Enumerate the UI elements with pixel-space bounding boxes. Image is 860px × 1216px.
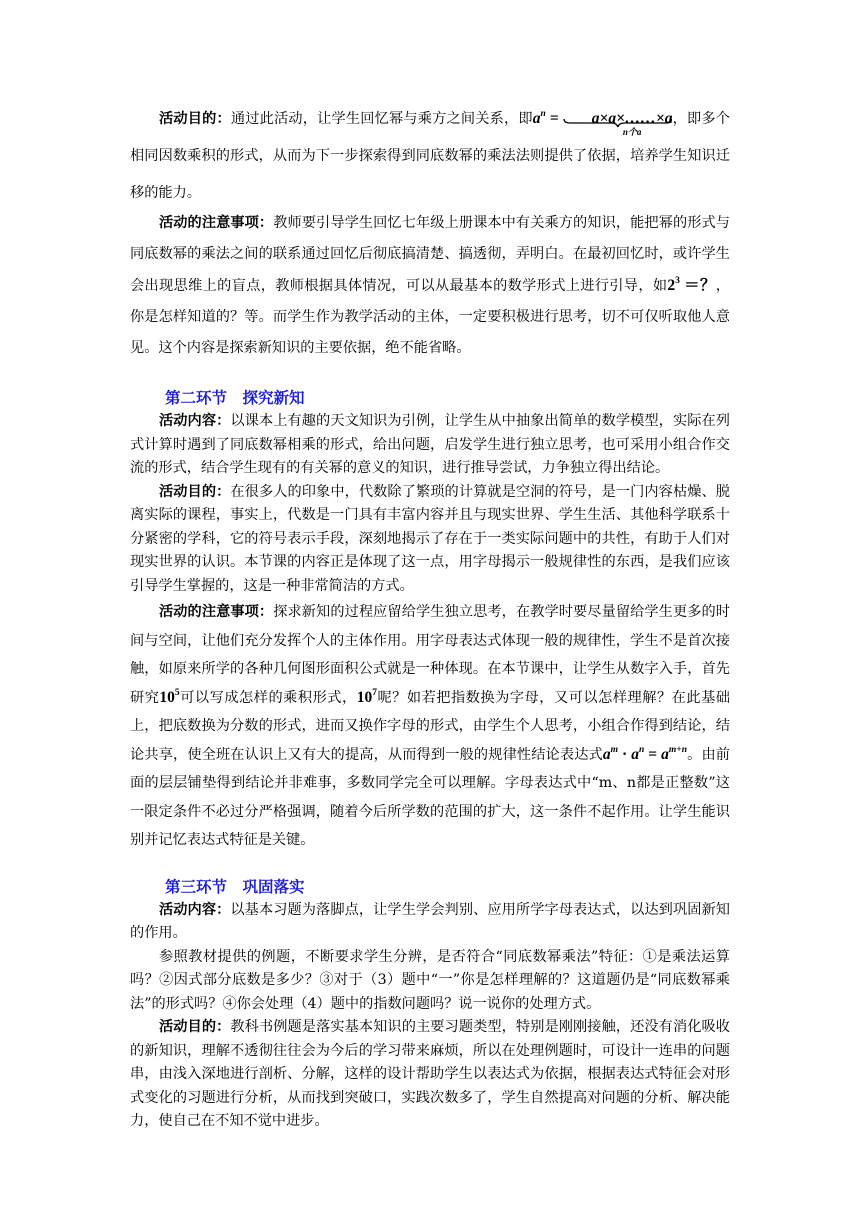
document-page (130, 100, 730, 1134)
paragraph-activity-goal-2 (130, 481, 730, 599)
underbrace-label: n个a (622, 127, 642, 137)
text: ，即多个相同因数乘积的形式，从而为下一步探索得到同底数幂的乘法法则提供了依据，培养学生知识迁移的能力。 (130, 111, 730, 201)
text: 教师要引导学生回忆七年级上册课本中有关乘方的知识，能把幂的形式与同底数幂的乘法之间的联系通过回忆后彻底搞清楚、搞透彻，弄明白。在最初回忆时，或许学生会出现思维上的盲点，教师根据具体情况，可以从最基本的数学形式上进行引导，如 (130, 215, 730, 294)
text: 以基本习题为落脚点，让学生学会判别、应用所学字母表达式，以达到巩固新知的作用。 (130, 901, 730, 941)
math-two-cubed (667, 277, 715, 294)
text: 以课本上有趣的天文知识为引例，让学生从中抽象出简单的数学模型，实际在列式计算时遇到了同底数幂相乘的形式，给出问题，启发学生进行独立思考，也可采用小组合作交流的形式，结合学生现有的有关幂的意义的知识，进行推导尝试，力争独立得出结论。 (130, 413, 730, 476)
text: 。由前面的层层铺垫得到结论并非难事，多数同学完全可以理解。字母表达式中“m、n都是正整数”这一限定条件不必过分严格强调，随着今后所学数的范围的扩大，这一条件不起作用。让学生能识别并记忆表达式特征是关键。 (130, 746, 730, 848)
paragraph-activity-goal-3 (130, 1016, 730, 1134)
paragraph-reference-examples (130, 946, 730, 1017)
math-rest: ＝？ (679, 277, 716, 294)
paragraph-activity-goal-1 (130, 100, 730, 212)
label-activity-notes: 活动的注意事项： (159, 215, 274, 231)
formula-dot: · (618, 745, 632, 763)
formula-exponent: n (638, 744, 645, 755)
formula-base: a (532, 110, 541, 127)
formula-product: a×a×……×a (591, 110, 673, 127)
label-activity-notes: 活动的注意事项： (159, 604, 274, 620)
math-ten-seventh (357, 689, 377, 706)
text: 在很多人的印象中，代数除了繁琐的计算就是空洞的符号，是一门内容枯燥、脱离实际的课程，事实上，代数是一门具有丰富内容并且与现实世界、学生生活、其他科学联系十分紧密的学科，它的符号表示手段，深刻地揭示了存在于一类实际问题中的共性，有助于人们对现实世界的认识。本节课的内容正是体现了这一点，用字母揭示一般规律性的东西，是我们应该引导学生掌握的，这是一种非常简洁的方式。 (130, 483, 730, 594)
label-activity-goal: 活动目的： (159, 1019, 231, 1035)
text: 可以写成怎样的乘积形式， (179, 689, 357, 706)
formula-exponent: m+n (668, 744, 687, 755)
formula-power (532, 109, 673, 137)
section-heading-3: 第三环节 巩固落实 (165, 876, 305, 896)
text: 教科书例题是落实基本知识的主要习题类型，特别是刚刚接触，还没有消化吸收的新知识，理解不透彻往往会为今后的学习带来麻烦，所以在处理例题时，可设计一连串的问题串，由浅入深地进行剖析、分解，这样的设计帮助学生以表达式为依据，根据表达式特征会对形式变化的习题进行分析，从而找到突破口，实践次数多了，学生自然提高对问题的分析、解决能力，使自己在不知不觉中进步。 (130, 1019, 730, 1129)
formula-product-group (563, 100, 673, 137)
formula-base: a (631, 745, 639, 763)
text: 探求新知的过程应留给学生独立思考，在教学时要尽量留给学生更多的时间与空间，让他们充分发挥个人的主体作用。用字母表达式体现一般的规律性，学生不是首次接触，如原来所学的各种几何图形面积公式就是一种体现。在本节课中，让学生从数字入手，首先研究 (130, 604, 730, 706)
label-activity-content: 活动内容： (159, 413, 231, 429)
label-activity-content: 活动内容： (159, 901, 231, 918)
formula-base: a (661, 745, 669, 763)
formula-exponent: m (610, 744, 619, 755)
paragraph-activity-content-3 (130, 899, 730, 946)
formula-equals: = (545, 110, 563, 127)
math-base: 10 (159, 688, 175, 706)
paragraph-activity-content-2 (130, 410, 730, 481)
math-base: 2 (667, 277, 676, 294)
paragraph-activity-notes-2 (130, 598, 730, 855)
label-activity-goal: 活动目的： (159, 483, 231, 500)
text: ，你是怎样知道的？等。而学生作为教学活动的主体，一定要积极进行思考，切不可仅听取他人意见。这个内容是探索新知识的主要依据，绝不能省略。 (130, 278, 730, 356)
text: 呢？如若把指数换为字母，又可以怎样理解？在此基础上，把底数换为分数的形式，进而又换作字母的形式，由学生个人思考，小组合作得到结论，结论共享，使全班在认识上又有大的提高，从而得到一般的规律性结论表达式 (130, 689, 730, 763)
math-exponent: 3 (675, 276, 680, 286)
text: 通过此活动，让学生回忆幂与乘方之间关系，即 (230, 111, 533, 127)
section-heading-2: 第二环节 探究新知 (165, 388, 305, 407)
formula-exponent: n (540, 109, 546, 119)
formula-equals: = (644, 745, 662, 763)
math-exponent: 5 (174, 687, 180, 698)
math-ten-fifth (159, 689, 179, 706)
math-base: 10 (356, 688, 373, 706)
paragraph-activity-notes-1 (130, 208, 730, 364)
text: 参照教材提供的例题，不断要求学生分辨，是否符合“同底数幂乘法”特征：①是乘法运算吗？②因式部分底数是多少？③对于（3）题中“一”你是怎样理解的？这道题仍是“同底数幂乘法”的形式吗？④你会处理（4）题中的指数问题吗？说一说你的处理方式。 (130, 948, 730, 1012)
formula-base: a (602, 745, 611, 763)
formula-product-rule (603, 746, 687, 763)
label-activity-goal: 活动目的： (159, 111, 231, 127)
math-exponent: 7 (372, 687, 377, 698)
